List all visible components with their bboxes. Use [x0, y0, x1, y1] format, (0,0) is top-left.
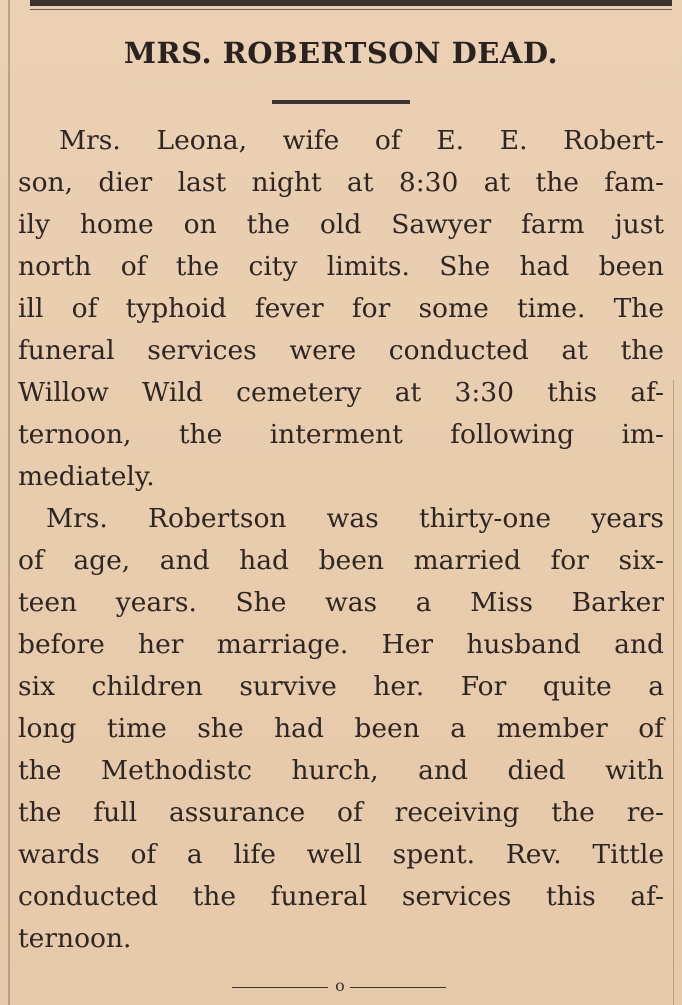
- article-line: conducted the funeral services this af-: [18, 881, 664, 912]
- right-column-rule: [673, 380, 674, 1005]
- left-column-rule: [8, 0, 10, 1005]
- article-line: ill of typhoid fever for some time. The: [18, 293, 664, 324]
- article-line: funeral services were conducted at the: [18, 335, 664, 366]
- article-line: Mrs. Robertson was thirty-one years: [46, 503, 664, 534]
- article-line: the Methodistc hurch, and died with: [18, 755, 664, 786]
- article-line: son, dier last night at 8:30 at the fam-: [18, 167, 664, 198]
- article-line: north of the city limits. She had been: [18, 251, 664, 282]
- article-line: Willow Wild cemetery at 3:30 this af-: [18, 377, 664, 408]
- top-column-rule: [30, 0, 672, 6]
- article-line: ternoon, the interment following im-: [18, 419, 664, 450]
- article-line: teen years. She was a Miss Barker: [18, 587, 664, 618]
- article-line: ily home on the old Sawyer farm just: [18, 209, 664, 240]
- top-thin-rule: [30, 9, 672, 10]
- end-rule-left: [232, 987, 328, 988]
- article-line: mediately.: [18, 461, 155, 492]
- headline: MRS. ROBERTSON DEAD.: [123, 36, 559, 70]
- article-line: of age, and had been married for six-: [18, 545, 664, 576]
- end-mark-glyph: o: [335, 976, 345, 995]
- article-line: six children survive her. For quite a: [18, 671, 664, 702]
- article-line: the full assurance of receiving the re-: [18, 797, 664, 828]
- article-line: Mrs. Leona, wife of E. E. Robert-: [59, 125, 664, 156]
- article-line: wards of a life well spent. Rev. Tittle: [18, 839, 664, 870]
- end-of-article-mark: [232, 976, 460, 1000]
- end-rule-right: [350, 987, 446, 988]
- article-line: long time she had been a member of: [18, 713, 664, 744]
- headline-divider: [272, 100, 410, 104]
- article-line: before her marriage. Her husband and: [18, 629, 664, 660]
- article-body: [18, 120, 664, 960]
- article-line: ternoon.: [18, 923, 132, 954]
